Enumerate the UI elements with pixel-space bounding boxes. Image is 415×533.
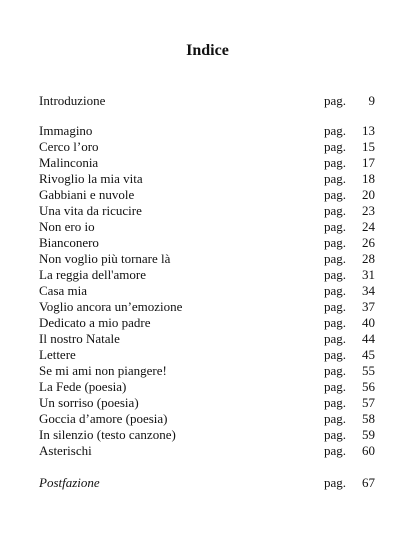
- toc-entry-page-number: 24: [362, 219, 375, 234]
- toc-entry-pag: pag.: [324, 331, 347, 346]
- toc-entry-page-number: 26: [362, 235, 375, 250]
- toc-entry-page-number: 40: [362, 315, 375, 330]
- toc-entry: [39, 187, 375, 203]
- toc-entry-pag: pag.: [324, 139, 347, 154]
- toc-entry: [39, 443, 375, 459]
- toc-entry-pag: pag.: [324, 395, 347, 410]
- toc-entry-page-number: 55: [362, 363, 375, 378]
- toc-entry-pag: pag.: [324, 411, 347, 426]
- toc-entry: [39, 123, 375, 139]
- toc-entry: [39, 203, 375, 219]
- toc-entry-title: Una vita da ricucire: [39, 203, 142, 218]
- toc-entry-pag: pag.: [324, 443, 347, 458]
- toc-entry-pag: pag.: [324, 155, 347, 170]
- toc-entry-pag: pag.: [324, 93, 347, 108]
- toc-entry-page-number: 9: [368, 93, 375, 108]
- toc-entry-pag: pag.: [324, 379, 347, 394]
- toc-entry-pag: pag.: [324, 123, 347, 138]
- toc-entry-title: Un sorriso (poesia): [39, 395, 139, 410]
- toc-entry-page-number: 45: [362, 347, 375, 362]
- toc-entry: [39, 267, 375, 283]
- toc-entry: [39, 139, 375, 155]
- toc-entry-title: Bianconero: [39, 235, 99, 250]
- toc-entry: [39, 331, 375, 347]
- toc-entry-page-number: 18: [362, 171, 375, 186]
- toc-entry-pag: pag.: [324, 363, 347, 378]
- toc-entry-title: Cerco l’oro: [39, 139, 99, 154]
- toc-entry-title: Voglio ancora un’emozione: [39, 299, 183, 314]
- toc-entry-page-number: 57: [362, 395, 375, 410]
- toc-entry-title: La reggia dell'amore: [39, 267, 147, 282]
- toc-entry-title: Postfazione: [39, 475, 100, 490]
- toc-entry-title: Introduzione: [39, 93, 106, 108]
- toc-entry-pag: pag.: [324, 299, 347, 314]
- toc-entry-title: Asterischi: [39, 443, 92, 458]
- toc-entry-title: Non ero io: [39, 219, 95, 234]
- toc-entry: [39, 219, 375, 235]
- toc-entry-pag: pag.: [324, 171, 347, 186]
- toc-entry: [39, 251, 375, 267]
- toc-entry-page-number: 31: [362, 267, 375, 282]
- toc-entry-page-number: 20: [362, 187, 375, 202]
- toc-entry-title: Dedicato a mio padre: [39, 315, 151, 330]
- toc-entry-page-number: 13: [362, 123, 375, 138]
- toc-entry-title: Rivoglio la mia vita: [39, 171, 143, 186]
- toc-entry-page-number: 44: [362, 331, 375, 346]
- toc-entry-page-number: 15: [362, 139, 375, 154]
- toc-entry-pag: pag.: [324, 251, 347, 266]
- toc-entry-pag: pag.: [324, 235, 347, 250]
- toc-entry-pag: pag.: [324, 347, 347, 362]
- toc-entry-title: La Fede (poesia): [39, 379, 127, 394]
- toc-entry-title: Se mi ami non piangere!: [39, 363, 167, 378]
- toc-entry: [39, 395, 375, 411]
- toc-entry-page-number: 28: [362, 251, 375, 266]
- toc-entry: [39, 93, 375, 109]
- toc-entry-title: Lettere: [39, 347, 76, 362]
- toc-entry-page-number: 23: [362, 203, 375, 218]
- toc-entry: [39, 283, 375, 299]
- toc-entry: [39, 363, 375, 379]
- toc-entry-page-number: 60: [362, 443, 375, 458]
- page-title: Indice: [186, 42, 229, 59]
- toc-entry-page-number: 58: [362, 411, 375, 426]
- toc-entry-page-number: 67: [362, 475, 375, 490]
- toc-entry-title: Immagino: [39, 123, 93, 138]
- toc-entry: [39, 427, 375, 443]
- toc-entry-title: Gabbiani e nuvole: [39, 187, 135, 202]
- toc-entry-page-number: 17: [362, 155, 375, 170]
- toc-entry-page-number: 34: [362, 283, 375, 298]
- toc-entry-pag: pag.: [324, 315, 347, 330]
- toc-entry-pag: pag.: [324, 283, 347, 298]
- toc-entry-pag: pag.: [324, 475, 347, 490]
- toc-entry-title: Il nostro Natale: [39, 331, 120, 346]
- toc-entry-title: Non voglio più tornare là: [39, 251, 171, 266]
- toc-entry-page-number: 37: [362, 299, 375, 314]
- toc-entry: [39, 235, 375, 251]
- toc-entry: [39, 299, 375, 315]
- toc-entry-page-number: 59: [362, 427, 375, 442]
- toc-entry: [39, 347, 375, 363]
- toc-entry-title: Malinconia: [39, 155, 99, 170]
- toc-entry-page-number: 56: [362, 379, 375, 394]
- toc-entry-postfazione: [39, 475, 375, 491]
- toc-entry-title: In silenzio (testo canzone): [39, 427, 176, 442]
- toc-entry-pag: pag.: [324, 219, 347, 234]
- toc-entry-pag: pag.: [324, 267, 347, 282]
- toc-entry: [39, 315, 375, 331]
- toc-entry-pag: pag.: [324, 187, 347, 202]
- toc-entry: [39, 379, 375, 395]
- toc-entry: [39, 155, 375, 171]
- toc-entry: [39, 411, 375, 427]
- toc-entry: [39, 171, 375, 187]
- toc-entry-title: Casa mia: [39, 283, 88, 298]
- toc-entry-pag: pag.: [324, 427, 347, 442]
- toc-entry-pag: pag.: [324, 203, 347, 218]
- toc-entry-title: Goccia d’amore (poesia): [39, 411, 168, 426]
